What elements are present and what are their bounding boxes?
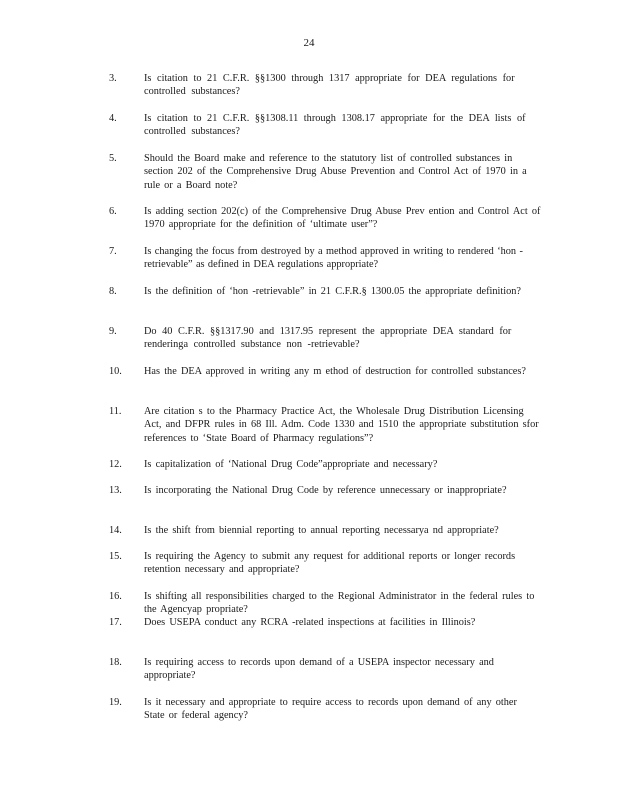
question-text: Does USEPA conduct any RCRA -related inspections at facilities in Illinois? [144, 617, 476, 628]
question-text: Is requiring access to records upon demand of a USEPA inspector necessary and appropriate? [144, 657, 494, 682]
question-text: Is requiring the Agency to submit any request for additional reports or longer records retention necessary and appropriate? [144, 551, 516, 576]
question-number: 19. [109, 697, 122, 708]
question-item [109, 152, 541, 205]
question-text: Is citation to 21 C.F.R. §§1300 through 1317 appropriate for DEA regulations for controlled substances? [144, 73, 515, 98]
question-text: Do 40 C.F.R. §§1317.90 and 1317.95 represent the appropriate DEA standard for renderinga controlled substance non -retrievable? [144, 326, 512, 351]
question-number: 4. [109, 113, 117, 124]
question-number [109, 722, 144, 762]
question-number: 6. [109, 206, 117, 217]
question-item [109, 762, 541, 802]
question-item [109, 325, 541, 365]
question-text: Are citation s to the Pharmacy Practice Act, the Wholesale Drug Distribution Licensing Act, and DFPR rules in 68 Ill. Adm. Code 1330 and 1510 the appropriate substitution sfor references to ‘State Board of Pharmacy regulations”? [144, 406, 539, 444]
question-item [109, 484, 541, 524]
question-text [144, 722, 541, 762]
question-item [109, 205, 541, 245]
question-number: 3. [109, 73, 117, 84]
question-number: 16. [109, 591, 122, 602]
question-text: Is changing the focus from destroyed by a method approved in writing to rendered ‘hon -retrievable” as defined in DEA regulations appropriate? [144, 246, 523, 271]
page-number: 24 [303, 37, 315, 49]
question-number: 14. [109, 525, 122, 536]
question-item [109, 550, 541, 590]
question-text [144, 762, 541, 802]
question-item [109, 656, 541, 696]
question-item [109, 524, 541, 550]
question-list [109, 72, 541, 802]
question-text: Is shifting all responsibilities charged to the Regional Administrator in the federal rules to the Agencyap propriate? [144, 591, 535, 616]
question-number: 10. [109, 366, 122, 377]
question-number: 13. [109, 485, 122, 496]
question-number: 12. [109, 459, 122, 470]
question-item [109, 112, 541, 152]
question-item [109, 365, 541, 405]
question-text: Has the DEA approved in writing any m ethod of destruction for controlled substances? [144, 366, 526, 377]
question-number: 8. [109, 286, 117, 297]
question-number: 9. [109, 326, 117, 337]
question-number: 18. [109, 657, 122, 668]
question-item [109, 285, 541, 325]
question-number: 7. [109, 246, 117, 257]
question-number: 17. [109, 617, 122, 628]
question-item [109, 722, 541, 762]
question-text: Is it necessary and appropriate to require access to records upon demand of any other State or federal agency? [144, 697, 517, 722]
question-item [109, 72, 541, 112]
question-text: Is adding section 202(c) of the Comprehensive Drug Abuse Prev ention and Control Act of 1970 appropriate for the definition of ‘ultimate user”? [144, 206, 541, 231]
question-text: Is incorporating the National Drug Code by reference unnecessary or inappropriate? [144, 485, 507, 496]
question-number [109, 762, 144, 802]
question-text: Is the shift from biennial reporting to annual reporting necessarya nd appropriate? [144, 525, 499, 536]
question-item [109, 458, 541, 484]
question-item [109, 616, 541, 656]
question-number: 15. [109, 551, 122, 562]
question-text: Should the Board make and reference to the statutory list of controlled substances in section 202 of the Comprehensive Drug Abuse Prevention and Control Act of 1970 in a rule or a Board note? [144, 153, 527, 191]
question-item [109, 590, 541, 616]
question-number: 5. [109, 153, 117, 164]
question-text: Is capitalization of ‘National Drug Code”appropriate and necessary? [144, 459, 438, 470]
question-item [109, 405, 541, 458]
question-text: Is citation to 21 C.F.R. §§1308.11 through 1308.17 appropriate for the DEA lists of controlled substances? [144, 113, 526, 138]
question-item [109, 696, 541, 722]
question-number: 11. [109, 406, 122, 417]
question-item [109, 245, 541, 285]
question-text: Is the definition of ‘hon -retrievable” in 21 C.F.R.§ 1300.05 the appropriate definition? [144, 286, 521, 297]
